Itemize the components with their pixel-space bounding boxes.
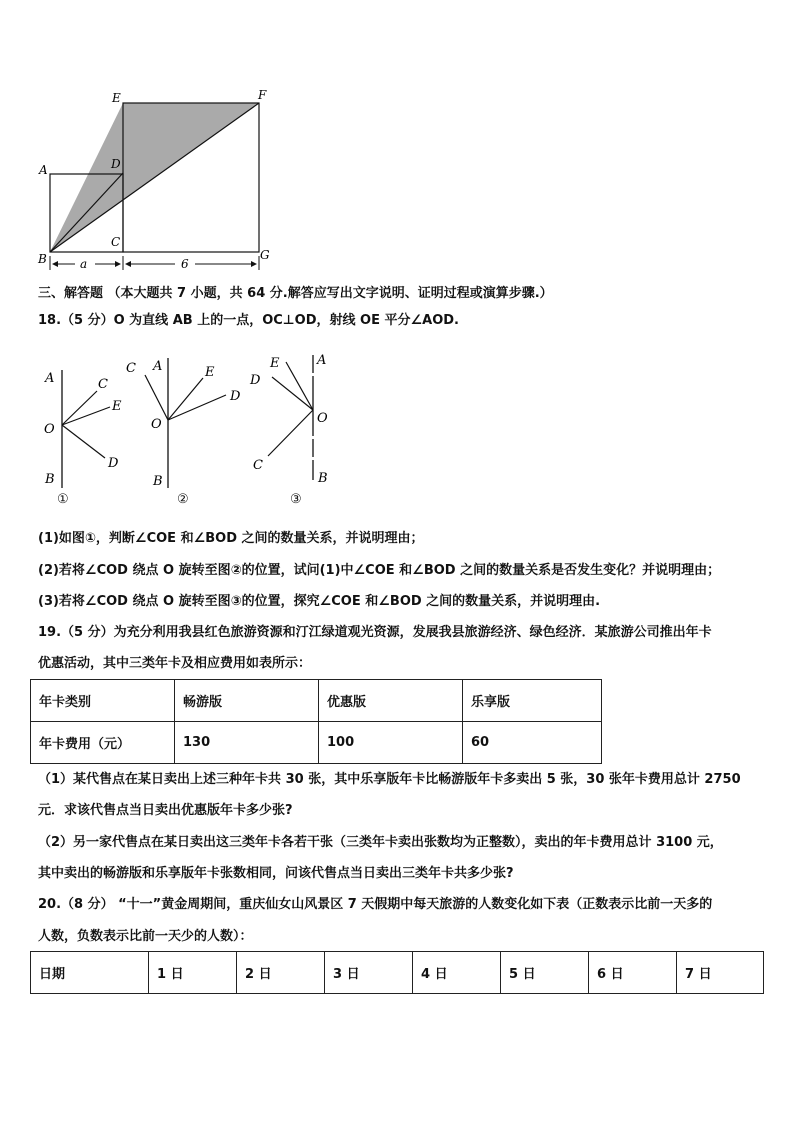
fig1-label-e: E: [112, 399, 122, 414]
label-d: D: [111, 157, 121, 171]
figure-3: [249, 353, 328, 486]
table-cell: 1 日: [149, 952, 237, 994]
q18-part3: (3)若将∠COD 绕点 O 旋转至图③的位置，探究∠COE 和∠BOD 之间的数量关系，并说明理由.: [38, 594, 601, 609]
fig1-label-a: A: [45, 371, 55, 386]
fig1-label-o: O: [44, 422, 55, 437]
label-a: A: [39, 163, 48, 177]
label-f: F: [258, 88, 267, 102]
label-b: B: [38, 252, 47, 266]
fig3-label-d: D: [250, 373, 261, 388]
table-cell: 年卡类别: [31, 680, 175, 722]
q19-part2-line1: （2）另一家代售点在某日卖出这三类年卡各若干张（三类年卡卖出张数均为正整数），卖出的年卡费用总计 3100 元，: [38, 835, 723, 850]
table-cell: 5 日: [501, 952, 589, 994]
q20-date-table: [30, 951, 764, 994]
table-cell: 优惠版: [319, 680, 463, 722]
table-cell: 4 日: [413, 952, 501, 994]
figure-1: [44, 370, 122, 488]
label-dim-6: 6: [181, 257, 189, 271]
q19-stem-line2: 优惠活动，其中三类年卡及相应费用如表所示：: [38, 656, 312, 671]
table-cell: 3 日: [325, 952, 413, 994]
fig3-label-b: B: [318, 471, 328, 486]
q19-price-table: [30, 679, 602, 764]
q19-part1-line1: （1）某代售点在某日卖出上述三种年卡共 30 张，其中乐享版年卡比畅游版年卡多卖出 5 张，30 张年卡费用总计 2750: [38, 772, 741, 787]
table-cell: 年卡费用（元）: [31, 722, 175, 764]
label-c: C: [111, 235, 121, 249]
table-header-row: [31, 952, 764, 994]
fig3-label-e: E: [270, 356, 280, 371]
fig1-label-c: C: [98, 377, 108, 392]
square-figure: [30, 85, 290, 280]
label-dim-a: a: [80, 257, 88, 271]
table-cell: 100: [319, 722, 463, 764]
q20-stem-line1: 20.（8 分） “十一”黄金周期间，重庆仙女山风景区 7 天假期中每天旅游的人数变化如下表（正数表示比前一天多的: [38, 897, 713, 912]
table-cell: 2 日: [237, 952, 325, 994]
q18-stem: 18.（5 分）O 为直线 AB 上的一点，OC⊥OD，射线 OE 平分∠AOD.: [38, 313, 459, 328]
fig2-label-b: B: [153, 474, 163, 489]
fig2-label-c: C: [126, 361, 136, 376]
caption-3: ③: [290, 492, 302, 507]
label-g: G: [260, 248, 270, 262]
table-row: [31, 722, 602, 764]
caption-2: ②: [177, 492, 189, 507]
table-cell: 6 日: [589, 952, 677, 994]
q20-stem-line2: 人数，负数表示比前一天少的人数）：: [38, 929, 253, 944]
table-cell: 130: [175, 722, 319, 764]
fig2-label-d: D: [230, 389, 241, 404]
table-cell: 60: [463, 722, 602, 764]
section-title: 三、解答题 （本大题共 7 小题，共 64 分.解答应写出文字说明、证明过程或演算步骤.）: [38, 286, 553, 301]
table-cell: 畅游版: [175, 680, 319, 722]
fig2-label-a: A: [153, 359, 163, 374]
table-cell: 乐享版: [463, 680, 602, 722]
fig1-label-d: D: [108, 456, 119, 471]
q18-figures: [38, 350, 338, 510]
table-cell: 7 日: [677, 952, 764, 994]
q19-stem-line1: 19.（5 分）为充分利用我县红色旅游资源和汀江绿道观光资源，发展我县旅游经济、绿色经济．某旅游公司推出年卡: [38, 625, 712, 640]
table-cell: 日期: [31, 952, 149, 994]
fig2-label-e: E: [205, 365, 215, 380]
caption-1: ①: [57, 492, 69, 507]
q19-part2-line2: 其中卖出的畅游版和乐享版年卡张数相同，问该代售点当日卖出三类年卡共多少张?: [38, 866, 514, 881]
q18-part1: (1)如图①，判断∠COE 和∠BOD 之间的数量关系，并说明理由；: [38, 531, 424, 546]
fig2-label-o: O: [151, 417, 162, 432]
fig3-label-o: O: [317, 411, 328, 426]
table-header-row: [31, 680, 602, 722]
figure-2: [126, 358, 241, 489]
label-e: E: [112, 91, 121, 105]
fig3-label-a: A: [317, 353, 327, 368]
fig1-label-b: B: [45, 472, 55, 487]
fig3-label-c: C: [253, 458, 263, 473]
q19-part1-line2: 元．求该代售点当日卖出优惠版年卡多少张?: [38, 803, 293, 818]
q18-part2: (2)若将∠COD 绕点 O 旋转至图②的位置，试问(1)中∠COE 和∠BOD 之间的数量关系是否发生变化？并说明理由；: [38, 563, 721, 578]
